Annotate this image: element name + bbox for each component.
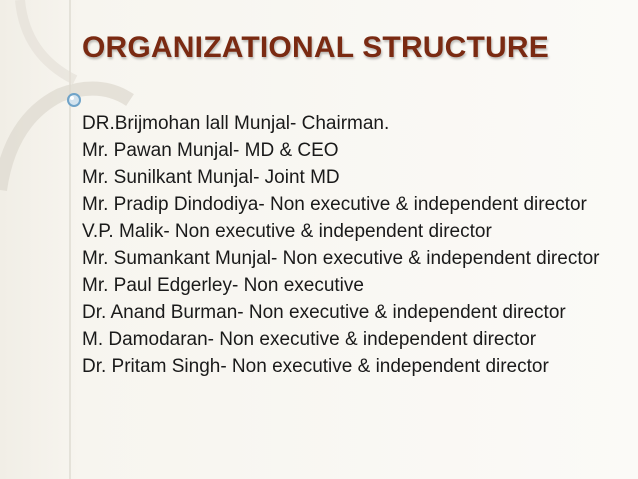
director-list <box>82 113 622 383</box>
list-item: Dr. Pritam Singh- Non executive & independent director <box>82 356 549 377</box>
slide-title: ORGANIZATIONAL STRUCTURE <box>82 31 550 64</box>
list-item: Mr. Paul Edgerley- Non executive <box>82 275 364 296</box>
list-item: Mr. Sumankant Munjal- Non executive & independent director <box>82 248 600 269</box>
list-item: Mr. Sunilkant Munjal- Joint MD <box>82 167 340 188</box>
list-item: V.P. Malik- Non executive & independent director <box>82 221 492 242</box>
list-item: M. Damodaran- Non executive & independent director <box>82 329 537 350</box>
list-item: Mr. Pawan Munjal- MD & CEO <box>82 140 339 161</box>
list-item: Mr. Pradip Dindodiya- Non executive & independent director <box>82 194 587 215</box>
list-item: Dr. Anand Burman- Non executive & independent director <box>82 302 566 323</box>
list-item: DR.Brijmohan lall Munjal- Chairman. <box>82 113 390 134</box>
